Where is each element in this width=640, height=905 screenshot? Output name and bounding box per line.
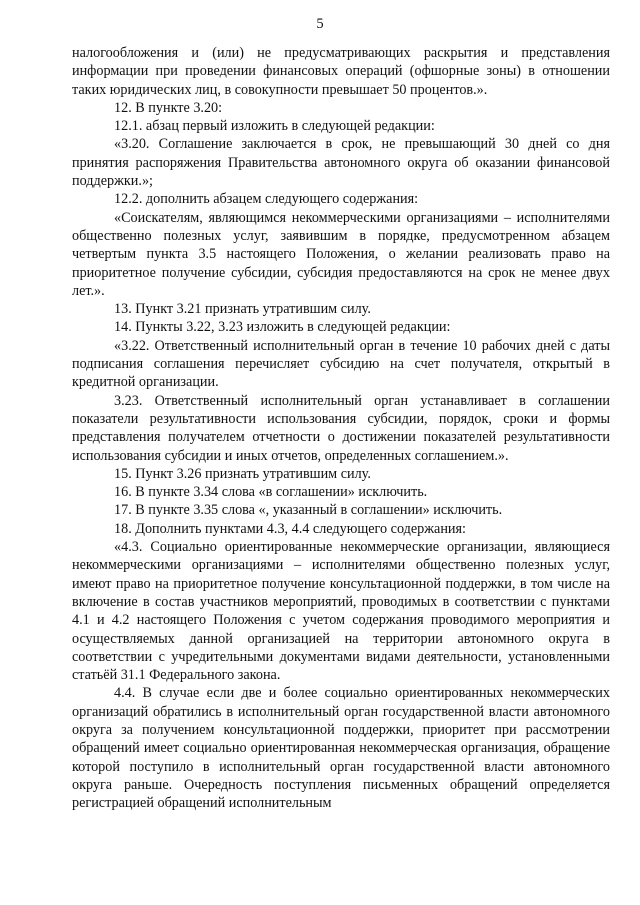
paragraph: «3.20. Соглашение заключается в срок, не превышающий 30 дней со дня принятия распоряжения Правительства автономного округа об оказании финансовой поддержки.»; xyxy=(72,136,610,190)
paragraph: «4.3. Социально ориентированные некоммерческие организации, являющиеся некоммерческими организациями – исполнителями общественно полезных услуг, имеют право на приоритетное получение консультационной поддержки, в том числе на включение в состав участников мероприятий, проводимых в соответствии с пунктами 4.1 и 4.2 настоящего Положения с учетом содержания проводимого мероприятия и осуществляемых данной организацией на территории автономного округа в соответствии с учредительными документами видами деятельности, установленными статьёй 31.1 Федерального закона. xyxy=(72,539,610,684)
paragraph: налогообложения и (или) не предусматривающих раскрытия и представления информации при проведении финансовых операций (офшорные зоны) в отношении таких юридических лиц, в совокупности превышает 50 процентов.». xyxy=(72,45,610,98)
document-body xyxy=(72,44,610,812)
paragraph: 18. Дополнить пунктами 4.3, 4.4 следующего содержания: xyxy=(114,520,466,537)
paragraph: «3.22. Ответственный исполнительный орган в течение 10 рабочих дней с даты подписания соглашения перечисляет субсидию на счет получателя, открытый в кредитной организации. xyxy=(72,337,610,391)
paragraph: «Соискателям, являющимся некоммерческими организациями – исполнителями общественно полезных услуг, заявившим в порядке, предусмотренном абзацем четвертым пункта 3.5 настоящего Положения, о желании реализовать право на приоритетное получение субсидии, субсидия предоставляются на срок не менее двух лет.». xyxy=(72,209,610,299)
paragraph: 15. Пункт 3.26 признать утратившим силу. xyxy=(114,465,371,482)
paragraph: 12. В пункте 3.20: xyxy=(114,99,223,116)
paragraph: 13. Пункт 3.21 признать утратившим силу. xyxy=(114,301,371,318)
paragraph: 14. Пункты 3.22, 3.23 изложить в следующей редакции: xyxy=(114,319,451,336)
page-number: 5 xyxy=(316,16,324,32)
paragraph: 16. В пункте 3.34 слова «в соглашении» исключить. xyxy=(114,484,428,501)
paragraph: 17. В пункте 3.35 слова «, указанный в соглашении» исключить. xyxy=(114,502,503,519)
paragraph: 4.4. В случае если две и более социально ориентированных некоммерческих организаций обратились в исполнительный орган государственной власти автономного округа за получением консультационной поддержки, приоритет при рассмотрении обращений имеет социально ориентированная некоммерческая организация, обращение которой поступило в исполнительный орган государственной власти автономного округа раньше. Очередность поступления письменных обращений определяется регистрацией обращений исполнительным xyxy=(72,685,610,812)
paragraph: 12.2. дополнить абзацем следующего содержания: xyxy=(114,191,419,208)
paragraph: 12.1. абзац первый изложить в следующей редакции: xyxy=(114,118,435,135)
paragraph: 3.23. Ответственный исполнительный орган устанавливает в соглашении показатели результативности использования субсидии, порядок, сроки и формы представления получателем отчетности о достижении показателей результативности использования субсидии и иных отчетов, определенных соглашением.». xyxy=(72,392,610,464)
